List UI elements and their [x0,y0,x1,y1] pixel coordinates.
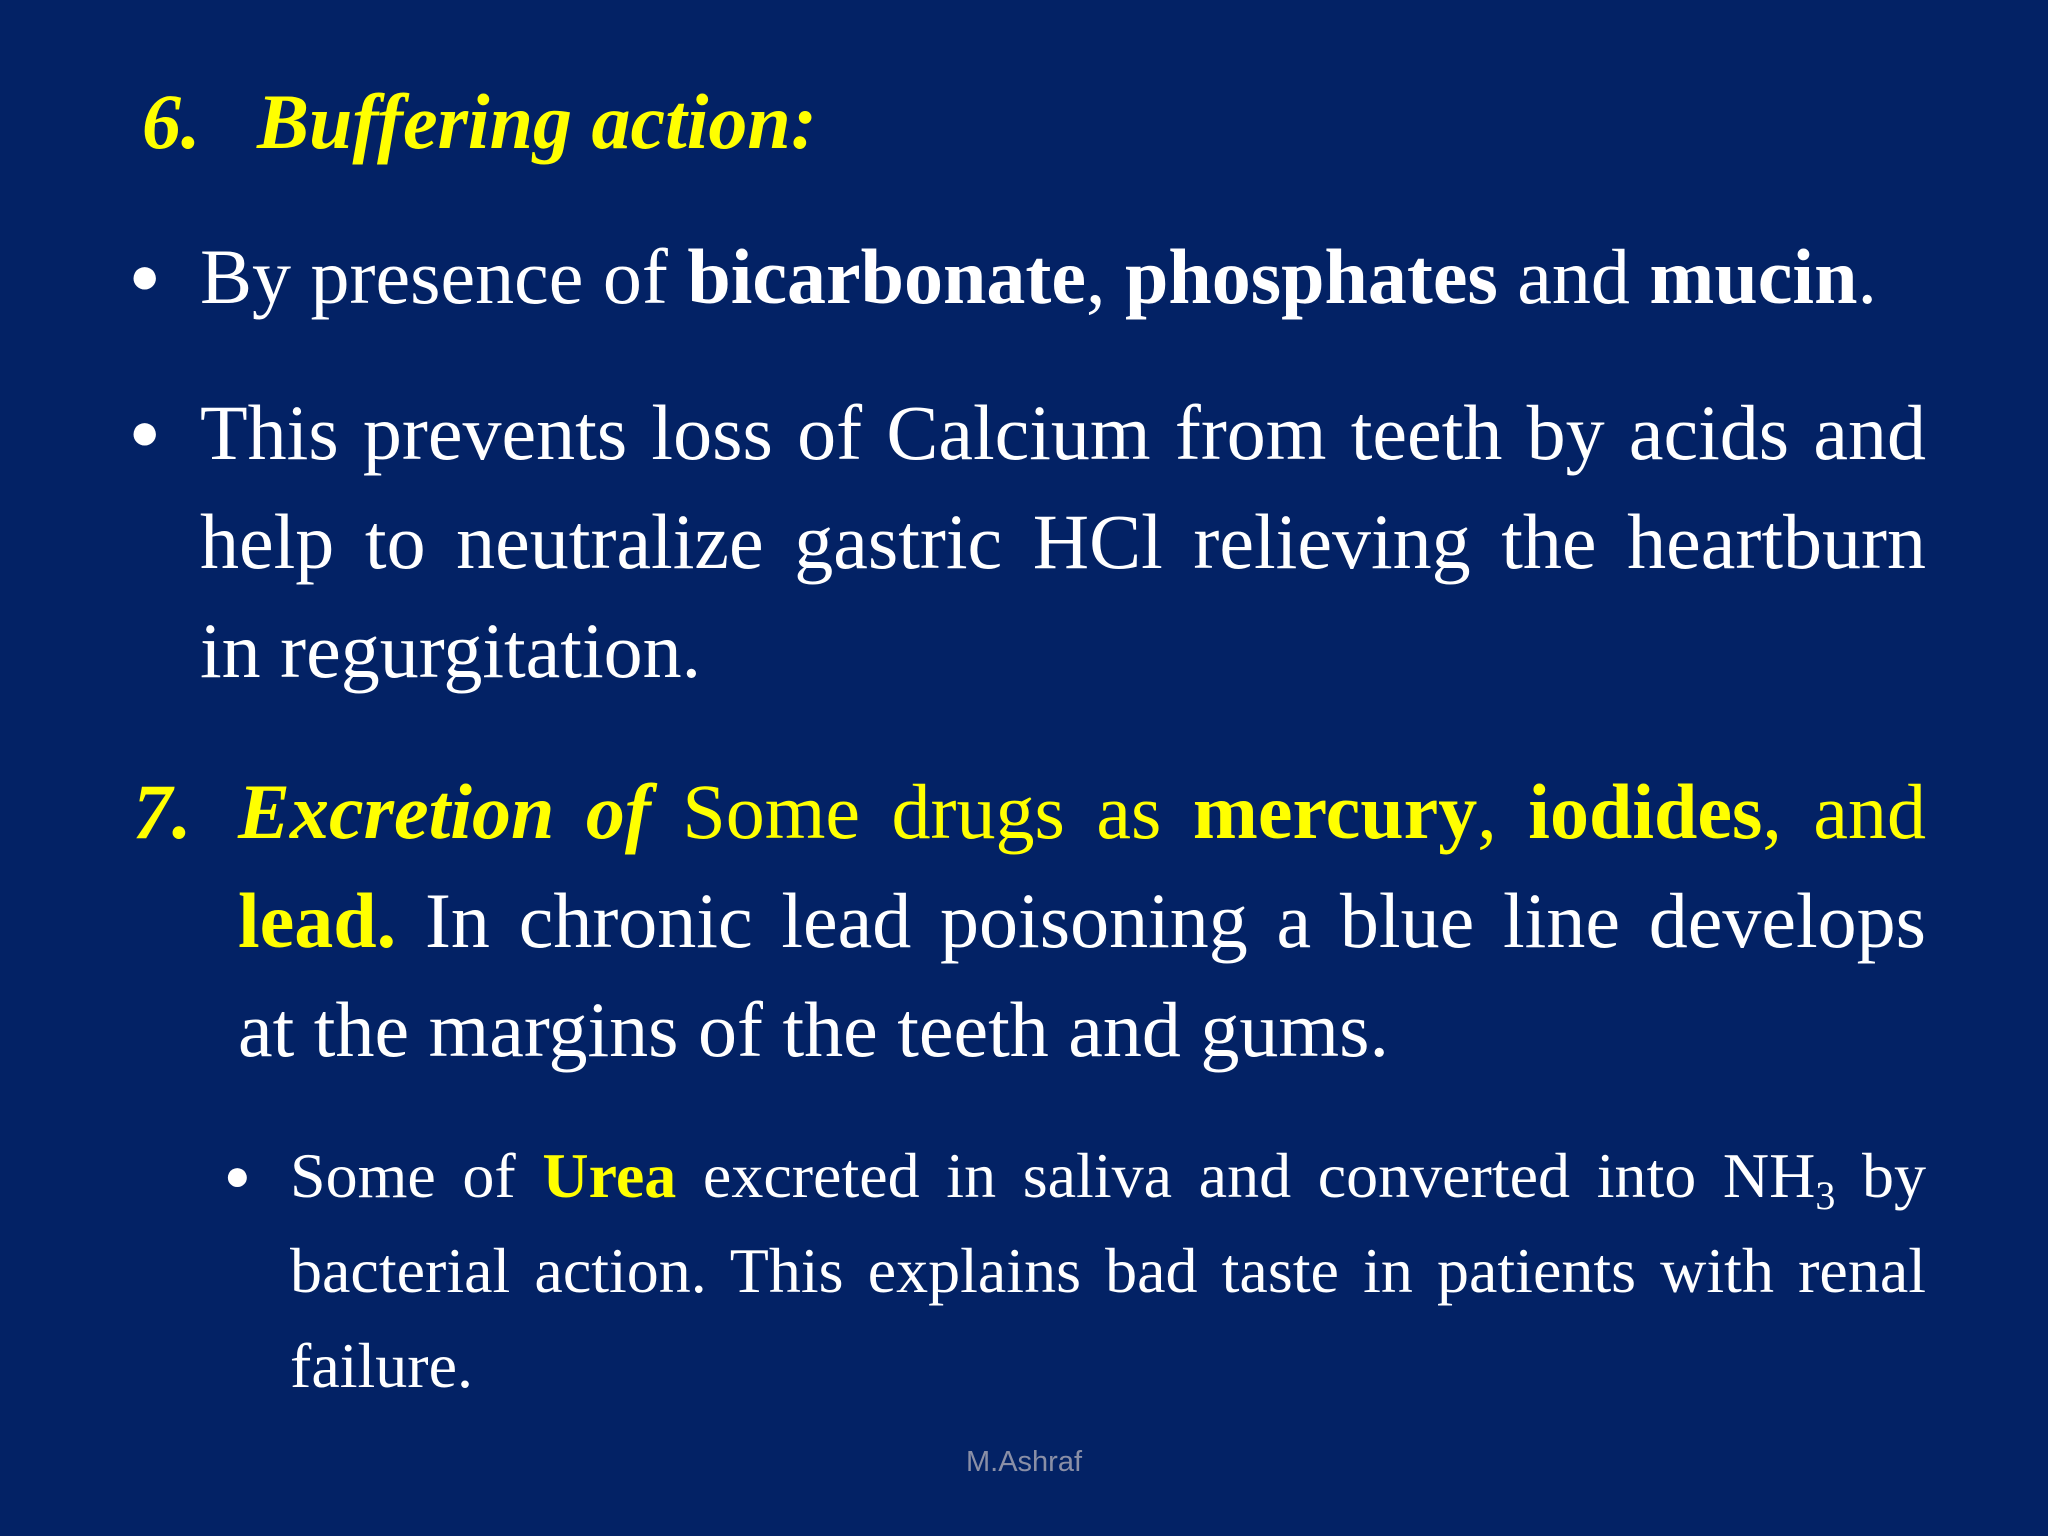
section-7-paragraph [133,757,1927,1084]
term-mucin: mucin [1649,233,1858,320]
section-7-sep-2: , and [1762,768,1927,855]
term-phosphates: phosphates [1124,233,1498,320]
bullet-buffer-agents [129,222,1930,331]
bullet-dot-icon: ● [129,404,161,461]
drug-mercury: mercury [1192,768,1478,855]
subscript-3: 3 [1815,1173,1836,1218]
sub-bullet-pre: Some of [290,1140,543,1211]
drug-iodides: iodides [1528,768,1763,855]
section-7-intro: Some drugs as [682,768,1193,855]
sub-bullet-urea [224,1128,1927,1413]
section-7-sep-1: , [1477,768,1529,855]
section-6-number: 6. [142,78,201,165]
bullet-1-mid: and [1497,233,1650,320]
section-6-title: Buffering action: [257,78,817,165]
section-7-title: Excretion of [238,768,683,855]
drug-lead: lead. [238,877,397,964]
section-6-heading [142,72,817,172]
bullet-dot-icon: ● [129,248,161,305]
bullet-1-pre: By presence of [200,233,688,320]
bullet-dot-icon: ● [224,1151,251,1200]
footer-author: M.Ashraf [965,1446,1083,1478]
section-7-number: 7. [133,768,192,855]
section-7-rest: In chronic lead poisoning a blue line develops at the margins of the teeth and gums. [238,877,1926,1073]
bullet-1-end: . [1857,233,1877,320]
bullet-2-text: This prevents loss of Calcium from teeth by acids and help to neutralize gastric HCl relieving the heartburn in regurgitation. [200,389,1926,694]
bullet-1-sep: , [1085,233,1125,320]
sub-bullet-mid: excreted in saliva and converted into NH [676,1140,1816,1211]
term-bicarbonate: bicarbonate [687,233,1086,320]
term-urea: Urea [542,1140,677,1211]
sub-bullet-rest: by bacterial action. This explains bad taste in patients with renal failure. [290,1140,1927,1401]
bullet-calcium-protection [129,378,1926,705]
